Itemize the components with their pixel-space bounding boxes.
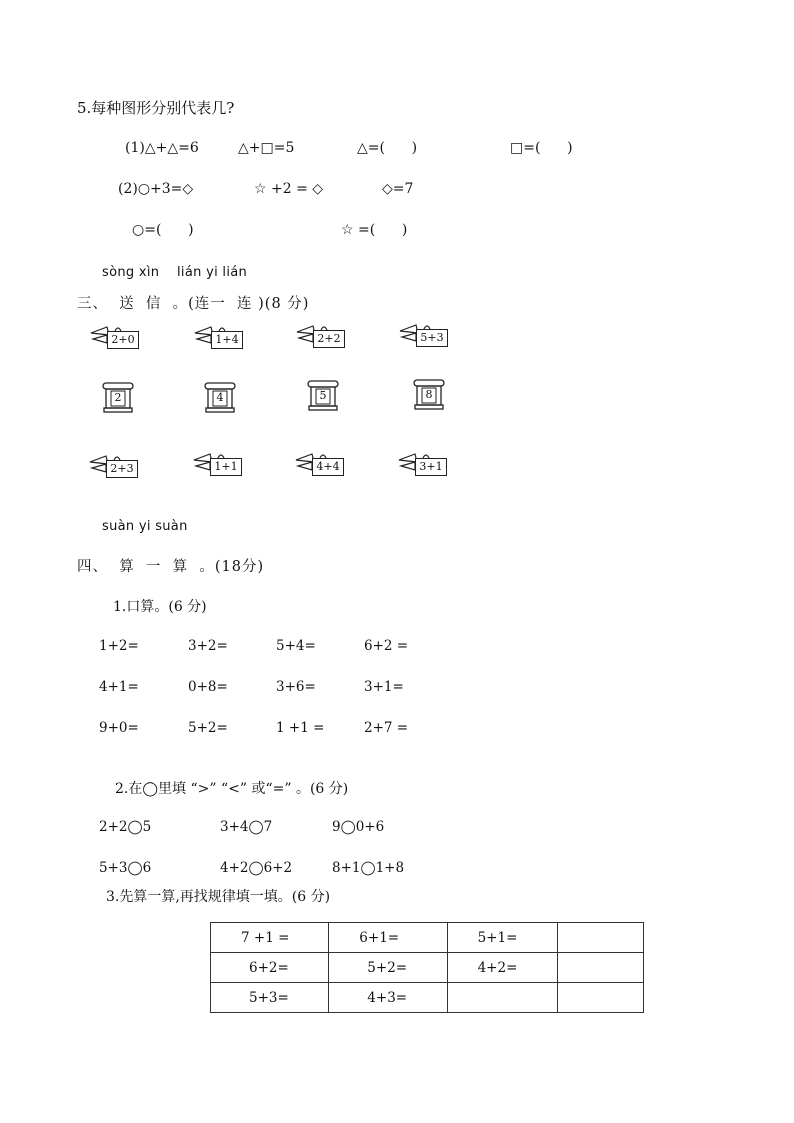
mailbox-number: 8 xyxy=(425,388,433,401)
compare-item: 4+2◯6+2 xyxy=(220,860,293,876)
q5-row1-item2: △+□=5 xyxy=(238,140,295,156)
mental-math-item: 6+2 = xyxy=(364,638,409,654)
section3-pinyin: sòng xìn lián yi lián xyxy=(102,265,248,280)
part2-title: 2.在◯里填 “>” “<” 或“=” 。(6 分) xyxy=(115,781,349,797)
letter-envelope xyxy=(192,450,258,484)
part1-title: 1.口算。(6 分) xyxy=(113,599,207,615)
pattern-table xyxy=(210,922,644,1013)
table-cell: 5+2= xyxy=(329,953,447,983)
mental-math-item: 4+1= xyxy=(99,679,139,695)
table-row xyxy=(211,983,644,1013)
mental-math-item: 2+7 = xyxy=(364,720,409,736)
letter-label: 2+2 xyxy=(313,330,345,348)
section4-heading: 四、 算 一 算 。(18分) xyxy=(77,559,265,575)
table-cell: 4+3= xyxy=(329,983,447,1013)
letter-label: 4+4 xyxy=(312,458,344,476)
letter-envelope xyxy=(89,323,155,357)
q5-row2-item3: ◇=7 xyxy=(382,181,414,197)
table-cell[interactable] xyxy=(447,983,557,1013)
letter-label: 1+1 xyxy=(210,458,242,476)
letter-label: 5+3 xyxy=(416,329,448,347)
letter-envelope xyxy=(294,450,360,484)
mailbox xyxy=(412,378,446,412)
q5-row1-item1: (1)△+△=6 xyxy=(125,140,199,156)
table-cell: 6+2= xyxy=(211,953,329,983)
compare-item: 8+1◯1+8 xyxy=(332,860,405,876)
mailbox-number: 4 xyxy=(216,391,224,404)
mental-math-item: 5+2= xyxy=(188,720,228,736)
letter-envelope xyxy=(397,450,463,484)
section3-heading: 三、 送 信 。(连一 连 )(8 分) xyxy=(77,296,310,312)
letter-label: 2+0 xyxy=(107,331,139,349)
table-cell: 5+3= xyxy=(211,983,329,1013)
mental-math-item: 3+2= xyxy=(188,638,228,654)
mental-math-item: 3+6= xyxy=(276,679,316,695)
mental-math-item: 1+2= xyxy=(99,638,139,654)
table-cell: 7 +1 = xyxy=(211,923,329,953)
q5-row2-item2: ☆ +2 = ◇ xyxy=(254,181,324,197)
mental-math-item: 1 +1 = xyxy=(276,720,325,736)
letter-envelope xyxy=(88,452,154,486)
mailbox-number: 5 xyxy=(319,389,327,402)
mailbox xyxy=(101,381,135,415)
q5-row2-item1: (2)○+3=◇ xyxy=(118,181,194,197)
letter-label: 1+4 xyxy=(211,331,243,349)
letter-label: 3+1 xyxy=(415,458,447,476)
compare-item: 3+4◯7 xyxy=(220,819,273,835)
letter-envelope xyxy=(295,322,361,356)
question-5-title: 5.每种图形分别代表几? xyxy=(77,99,235,117)
q5-row1-item4: □=( ) xyxy=(510,140,573,156)
mailbox xyxy=(306,379,340,413)
q5-row3-item2: ☆ =( ) xyxy=(341,222,408,238)
table-cell[interactable] xyxy=(557,983,643,1013)
q5-row3-item1: ○=( ) xyxy=(132,222,194,238)
mental-math-item: 3+1= xyxy=(364,679,404,695)
table-cell: 4+2= xyxy=(447,953,557,983)
table-cell: 5+1= xyxy=(447,923,557,953)
table-cell: 6+1= xyxy=(329,923,447,953)
letter-envelope xyxy=(193,323,259,357)
mental-math-item: 5+4= xyxy=(276,638,316,654)
compare-item: 5+3◯6 xyxy=(99,860,152,876)
compare-item: 2+2◯5 xyxy=(99,819,152,835)
mental-math-item: 9+0= xyxy=(99,720,139,736)
mental-math-item: 0+8= xyxy=(188,679,228,695)
letter-envelope xyxy=(398,321,464,355)
mailbox xyxy=(203,381,237,415)
section4-pinyin: suàn yi suàn xyxy=(102,519,188,534)
compare-item: 9◯0+6 xyxy=(332,819,385,835)
table-cell[interactable] xyxy=(557,953,643,983)
part3-title: 3.先算一算,再找规律填一填。(6 分) xyxy=(106,889,331,905)
q5-row1-item3: △=( ) xyxy=(357,140,418,156)
table-row xyxy=(211,953,644,983)
letter-label: 2+3 xyxy=(106,460,138,478)
mailbox-number: 2 xyxy=(114,391,122,404)
table-cell[interactable] xyxy=(557,923,643,953)
table-row xyxy=(211,923,644,953)
